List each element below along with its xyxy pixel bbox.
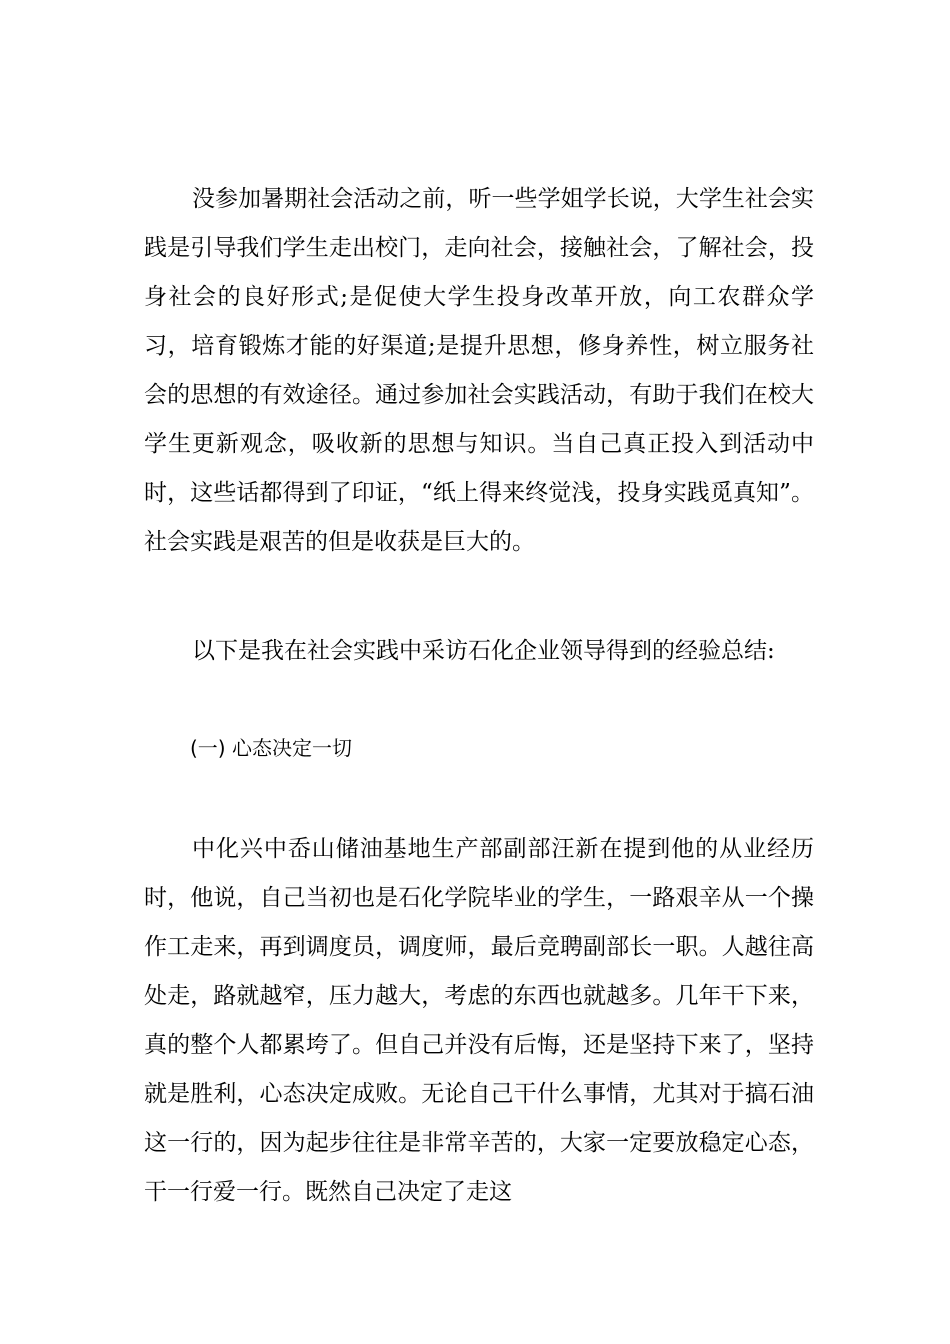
paragraph-interview: 中化兴中岙山储油基地生产部副部汪新在提到他的从业经历时，他说，自己当初也是石化学院毕业的学生，一路艰辛从一个操作工走来，再到调度员，调度师，最后竞聘副部长一职。人越往高处走，路就越窄，压力越大，考虑的东西也就越多。几年干下来，真的整个人都累垮了。但自己并没有后悔，还是坚持下来了，坚持就是胜利，心态决定成败。无论自己干什么事情，尤其对于搞石油这一行的，因为起步往往是非常辛苦的，大家一定要放稳定心态，干一行爱一行。既然自己决定了走这 (144, 836, 814, 1205)
section-heading: (一) 心态决定一切 (190, 736, 352, 760)
paragraph-intro: 没参加暑期社会活动之前，听一些学姐学长说，大学生社会实践是引导我们学生走出校门，走向社会，接触社会，了解社会，投身社会的良好形式;是促使大学生投身改革开放，向工农群众学习，培育锻炼才能的好渠道;是提升思想，修身养性，树立服务社会的思想的有效途径。通过参加社会实践活动，有助于我们在校大学生更新观念，吸收新的思想与知识。当自己真正投入到活动中时，这些话都得到了印证，“纸上得来终觉浅，投身实践觅真知”。社会实践是艰苦的但是收获是巨大的。 (144, 186, 814, 555)
paragraph-summary-intro: 以下是我在社会实践中采访石化企业领导得到的经验总结: (192, 638, 775, 664)
